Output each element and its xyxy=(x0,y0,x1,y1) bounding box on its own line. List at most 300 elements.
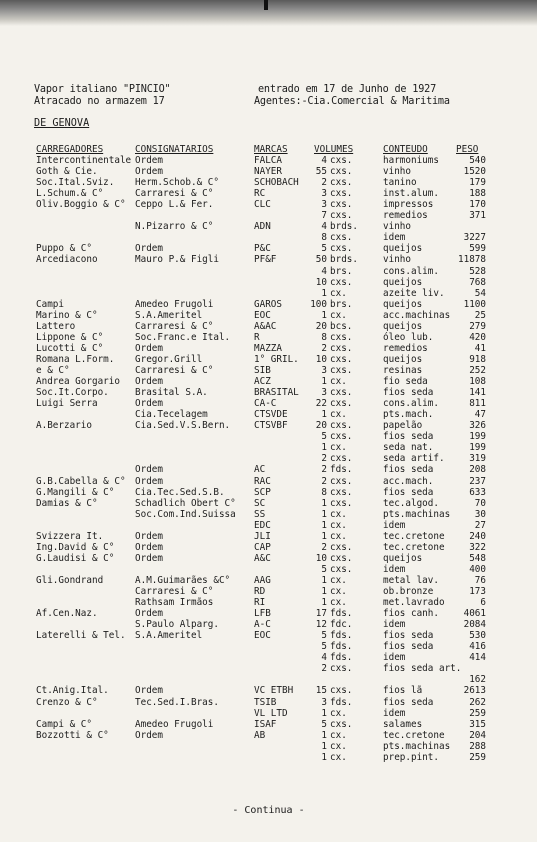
cell-volumes: 2 xyxy=(321,177,327,189)
table-row xyxy=(0,310,537,321)
cell-carregador: Af.Cen.Naz. xyxy=(36,608,98,619)
cell-marca: CA-C xyxy=(254,398,277,410)
cell-conteudo: tec.cretone xyxy=(383,530,445,542)
cell-embalagem: brs. xyxy=(330,298,353,310)
cell-volumes: 1 xyxy=(321,409,327,421)
cell-peso: 530 xyxy=(469,630,486,642)
cell-carregador: Gli.Gondrand xyxy=(36,574,104,586)
cell-carregador: Ct.Anig.Ital. xyxy=(36,685,109,697)
cell-marca: RC xyxy=(254,188,266,200)
cell-conteudo: queijos xyxy=(383,552,423,564)
cell-marca: P&C xyxy=(254,243,271,255)
continua-footer: - Continua - xyxy=(232,805,305,816)
cell-consignatario: Carraresi & C° xyxy=(135,320,214,332)
cell-volumes: 3 xyxy=(321,696,327,708)
table-row xyxy=(0,652,537,663)
table-row xyxy=(0,354,537,365)
cell-embalagem: cxs. xyxy=(330,276,353,288)
cell-marca: R xyxy=(254,331,260,343)
cell-marca: AC xyxy=(254,464,266,476)
cell-consignatario: Tec.Sed.I.Bras. xyxy=(135,696,219,708)
cell-consignatario: Gregor.Grill xyxy=(135,353,203,365)
cell-consignatario: Ordem xyxy=(135,155,163,166)
cell-carregador: Campi xyxy=(36,298,64,310)
cell-marca: VC ETBH xyxy=(254,685,294,697)
col-carregadores: CARREGADORES xyxy=(36,144,104,155)
cell-volumes: 2 xyxy=(321,342,327,354)
cell-volumes: 5 xyxy=(321,563,327,575)
cell-consignatario: Ordem xyxy=(135,475,163,487)
cell-marca: NAYER xyxy=(254,166,282,178)
cell-conteudo: idem xyxy=(383,232,406,244)
cell-conteudo: vinho xyxy=(383,254,411,266)
cell-volumes: 1 xyxy=(321,442,327,454)
cell-embalagem: cxs. xyxy=(330,718,353,730)
cell-embalagem: cx. xyxy=(330,508,347,520)
cell-consignatario: Schadlich Obert C° xyxy=(135,497,236,509)
cell-peso: 633 xyxy=(469,486,486,498)
cell-embalagem: cx. xyxy=(330,740,347,752)
table-row xyxy=(0,697,537,708)
table-row xyxy=(0,741,537,752)
cell-peso: 322 xyxy=(469,541,486,553)
cell-peso: 27 xyxy=(474,519,486,531)
cell-consignatario: Soc.Franc.e Ital. xyxy=(135,331,231,343)
cell-conteudo: queijos xyxy=(383,276,423,288)
cell-volumes: 5 xyxy=(321,243,327,255)
cell-volumes: 22 xyxy=(315,398,327,410)
cell-carregador: e & C° xyxy=(36,365,70,376)
cell-carregador: Oliv.Boggio & C° xyxy=(36,199,126,211)
cell-conteudo: fios seda xyxy=(383,387,434,399)
cell-marca: RD xyxy=(254,586,266,597)
table-row xyxy=(0,221,537,232)
cell-embalagem: cxs. xyxy=(330,497,353,509)
cell-peso: 25 xyxy=(474,309,486,321)
table-row xyxy=(0,431,537,442)
cell-marca: EOC xyxy=(254,309,271,321)
cell-marca: ISAF xyxy=(254,718,277,730)
cell-carregador: Crenzo & C° xyxy=(36,696,98,708)
cell-peso: 315 xyxy=(469,718,486,730)
cell-consignatario: Ordem xyxy=(135,685,163,697)
cell-volumes: 15 xyxy=(315,685,327,697)
cell-consignatario: Ordem xyxy=(135,729,163,741)
cell-volumes: 1 xyxy=(321,309,327,321)
cell-embalagem: cxs. xyxy=(330,155,353,166)
cell-peso: 76 xyxy=(474,574,486,586)
cell-volumes: 12 xyxy=(315,619,327,631)
cell-volumes: 1 xyxy=(321,586,327,597)
cell-conteudo: tanino xyxy=(383,177,417,189)
table-row xyxy=(0,210,537,221)
cell-volumes: 5 xyxy=(321,641,327,653)
cell-volumes: 1 xyxy=(321,597,327,608)
cell-consignatario: Ceppo L.& Fer. xyxy=(135,199,214,211)
cell-peso: 11878 xyxy=(458,254,486,266)
agents: Agentes:-Cia.Comercial & Maritima xyxy=(254,96,450,107)
table-row xyxy=(0,387,537,398)
cell-consignatario: Ordem xyxy=(135,464,163,476)
cell-peso: 326 xyxy=(469,420,486,432)
section-title: DE GENOVA xyxy=(34,118,90,129)
cell-embalagem: brs. xyxy=(330,265,353,277)
cell-peso: 918 xyxy=(469,353,486,365)
cell-volumes: 5 xyxy=(321,718,327,730)
cell-volumes: 2 xyxy=(321,453,327,465)
table-row xyxy=(0,663,537,674)
cell-volumes: 8 xyxy=(321,331,327,343)
cell-embalagem: cxs. xyxy=(330,552,353,564)
cell-peso: 170 xyxy=(469,199,486,211)
cell-consignatario: Soc.Com.Ind.Suissa xyxy=(135,508,236,520)
cell-marca: SC xyxy=(254,497,266,509)
table-row xyxy=(0,719,537,730)
cell-marca: TSIB xyxy=(254,696,277,708)
cell-conteudo: tec.algod. xyxy=(383,497,439,509)
cell-carregador: Svizzera It. xyxy=(36,530,104,542)
cell-consignatario: Ordem xyxy=(135,541,163,553)
cell-marca: CTSVBF xyxy=(254,420,288,432)
cell-embalagem: cxs. xyxy=(330,685,353,697)
table-row xyxy=(0,476,537,487)
cell-embalagem: fds. xyxy=(330,652,353,664)
cell-embalagem: cxs. xyxy=(330,420,353,432)
cell-volumes: 3 xyxy=(321,188,327,200)
col-marcas: MARCAS xyxy=(254,144,288,155)
table-row xyxy=(0,166,537,177)
cell-conteudo: salames xyxy=(383,718,423,730)
cell-marca: JLI xyxy=(254,530,271,542)
cell-embalagem: brds. xyxy=(330,221,358,233)
cell-embalagem: bcs. xyxy=(330,320,353,332)
table-row xyxy=(0,597,537,608)
arrival-date: entrado em 17 de Junho de 1927 xyxy=(258,84,437,95)
cell-embalagem: cx. xyxy=(330,574,347,586)
cell-embalagem: cxs. xyxy=(330,210,353,222)
cell-embalagem: cxs. xyxy=(330,232,353,244)
cell-peso: 237 xyxy=(469,475,486,487)
cell-conteudo: óleo lub. xyxy=(383,331,434,343)
table-row xyxy=(0,277,537,288)
table-row xyxy=(0,398,537,409)
cell-conteudo: queijos xyxy=(383,353,423,365)
table-row xyxy=(0,575,537,586)
cell-carregador: G.B.Cabella & C° xyxy=(36,475,126,487)
cell-peso: 2613 xyxy=(463,685,486,697)
cell-embalagem: fds. xyxy=(330,630,353,642)
cell-peso: 188 xyxy=(469,188,486,200)
cell-volumes: 10 xyxy=(315,353,327,365)
table-row xyxy=(0,453,537,464)
cell-carregador: Romana L.Form. xyxy=(36,353,115,365)
col-volumes: VOLUMES xyxy=(314,144,354,155)
cell-marca: 1° GRIL. xyxy=(254,353,299,365)
cell-consignatario: Ordem xyxy=(135,530,163,542)
cell-peso: 262 xyxy=(469,696,486,708)
cell-volumes: 1 xyxy=(321,740,327,752)
cell-peso: 768 xyxy=(469,276,486,288)
cell-consignatario: Cia.Tecelagem xyxy=(135,409,208,421)
cell-volumes: 1 xyxy=(321,497,327,509)
table-row xyxy=(0,420,537,431)
cell-conteudo: idem xyxy=(383,519,406,531)
cell-embalagem: fds. xyxy=(330,464,353,476)
cell-conteudo: vinho xyxy=(383,221,411,233)
table-row xyxy=(0,299,537,310)
cell-carregador: Bozzotti & C° xyxy=(36,729,109,741)
cell-conteudo: fios seda art. xyxy=(383,663,462,675)
cell-consignatario: Ordem xyxy=(135,243,163,255)
cell-carregador: Lattero xyxy=(36,320,76,332)
cell-embalagem: cxs. xyxy=(330,431,353,443)
cell-embalagem: cxs. xyxy=(330,342,353,354)
cell-embalagem: cxs. xyxy=(330,199,353,211)
cell-carregador: Laterelli & Tel. xyxy=(36,630,126,642)
cell-marca: ACZ xyxy=(254,376,271,387)
cell-volumes: 2 xyxy=(321,475,327,487)
cell-peso: 30 xyxy=(474,508,486,520)
cell-conteudo: cons.alim. xyxy=(383,265,439,277)
table-row xyxy=(0,232,537,243)
cell-volumes: 7 xyxy=(321,210,327,222)
cell-peso: 400 xyxy=(469,563,486,575)
cell-volumes: 1 xyxy=(321,751,327,763)
cell-marca: RI xyxy=(254,597,266,608)
ship-name: Vapor italiano "PINCIO" xyxy=(34,84,171,95)
cell-volumes: 1 xyxy=(321,519,327,531)
cell-volumes: 10 xyxy=(315,552,327,564)
cell-conteudo: acc.machinas xyxy=(383,309,451,321)
cell-carregador: Goth & Cie. xyxy=(36,166,98,178)
scan-mark xyxy=(264,0,268,10)
cell-marca: MAZZA xyxy=(254,342,282,354)
cell-volumes: 1 xyxy=(321,287,327,299)
cell-embalagem: cxs. xyxy=(330,475,353,487)
cell-peso: 279 xyxy=(469,320,486,332)
cell-conteudo: remedios xyxy=(383,210,428,222)
cell-volumes: 20 xyxy=(315,320,327,332)
cell-embalagem: cxs. xyxy=(330,353,353,365)
column-header-row xyxy=(0,144,537,155)
col-peso: PESO xyxy=(456,144,479,155)
cell-consignatario: Brasital S.A. xyxy=(135,387,208,399)
cell-peso: 259 xyxy=(469,707,486,719)
table-row xyxy=(0,542,537,553)
cell-peso: 199 xyxy=(469,431,486,443)
cell-marca: CTSVDE xyxy=(254,409,288,421)
cell-marca: AB xyxy=(254,729,266,741)
cell-volumes: 55 xyxy=(315,166,327,178)
cell-peso: 208 xyxy=(469,464,486,476)
cell-embalagem: fds. xyxy=(330,696,353,708)
table-row xyxy=(0,332,537,343)
cell-consignatario: A.M.Guimarães &C° xyxy=(135,574,231,586)
cell-conteudo: metal lav. xyxy=(383,574,439,586)
table-row xyxy=(0,564,537,575)
cell-conteudo: acc.mach. xyxy=(383,475,434,487)
table-row xyxy=(0,376,537,387)
cell-carregador: Lucotti & C° xyxy=(36,342,104,354)
table-row xyxy=(0,199,537,210)
cell-marca: A&AC xyxy=(254,320,277,332)
cell-peso: 599 xyxy=(469,243,486,255)
cell-consignatario: S.A.Ameritel xyxy=(135,630,203,642)
cell-consignatario: Ordem xyxy=(135,398,163,410)
cell-consignatario: Cia.Tec.Sed.S.B. xyxy=(135,486,225,498)
cell-conteudo: idem xyxy=(383,619,406,631)
cell-volumes: 1 xyxy=(321,707,327,719)
cell-embalagem: fds. xyxy=(330,608,353,619)
cell-peso: 47 xyxy=(474,409,486,421)
cell-conteudo: idem xyxy=(383,652,406,664)
cell-volumes: 1 xyxy=(321,376,327,387)
cell-volumes: 5 xyxy=(321,431,327,443)
table-row xyxy=(0,685,537,696)
cell-peso: 414 xyxy=(469,652,486,664)
cell-carregador: Damias & C° xyxy=(36,497,98,509)
cell-embalagem: cxs. xyxy=(330,243,353,255)
cell-marca: EDC xyxy=(254,519,271,531)
cell-conteudo: tec.cretone xyxy=(383,541,445,553)
cell-conteudo: fios seda xyxy=(383,696,434,708)
cell-peso: 41 xyxy=(474,342,486,354)
cell-embalagem: cx. xyxy=(330,409,347,421)
cell-conteudo: queijos xyxy=(383,320,423,332)
cell-embalagem: brds. xyxy=(330,254,358,266)
cell-peso: 252 xyxy=(469,365,486,376)
cell-peso: 540 xyxy=(469,155,486,166)
cell-volumes: 20 xyxy=(315,420,327,432)
cell-marca: CLC xyxy=(254,199,271,211)
table-row xyxy=(0,409,537,420)
cell-embalagem: cx. xyxy=(330,707,347,719)
cell-embalagem: fds. xyxy=(330,641,353,653)
cell-embalagem: cx. xyxy=(330,376,347,387)
cell-consignatario: Amedeo Frugoli xyxy=(135,298,214,310)
cell-marca: BRASITAL xyxy=(254,387,299,399)
cell-volumes: 50 xyxy=(315,254,327,266)
cell-conteudo: fios seda xyxy=(383,630,434,642)
cell-embalagem: cx. xyxy=(330,530,347,542)
cell-consignatario: Cia.Sed.V.S.Bern. xyxy=(135,420,231,432)
cell-marca: RAC xyxy=(254,475,271,487)
cell-carregador: G.Laudisi & C° xyxy=(36,552,115,564)
cell-volumes: 3 xyxy=(321,199,327,211)
cell-conteudo: ob.bronze xyxy=(383,586,434,597)
table-row xyxy=(0,442,537,453)
cell-peso: 3227 xyxy=(463,232,486,244)
cell-volumes: 1 xyxy=(321,508,327,520)
cell-volumes: 2 xyxy=(321,464,327,476)
cell-volumes: 1 xyxy=(321,530,327,542)
table-row xyxy=(0,243,537,254)
cell-peso: 1100 xyxy=(463,298,486,310)
cell-conteudo: tec.cretone xyxy=(383,729,445,741)
scan-top-edge xyxy=(0,0,537,26)
table-row xyxy=(0,188,537,199)
cell-embalagem: cxs. xyxy=(330,453,353,465)
cell-conteudo: pts.machinas xyxy=(383,740,451,752)
cell-conteudo: inst.alum. xyxy=(383,188,439,200)
cell-consignatario: Ordem xyxy=(135,376,163,387)
cell-embalagem: cxs. xyxy=(330,166,353,178)
cell-consignatario: Mauro P.& Figli xyxy=(135,254,219,266)
cell-conteudo: cons.alim. xyxy=(383,398,439,410)
table-row xyxy=(0,155,537,166)
table-row xyxy=(0,288,537,299)
cell-conteudo: fios seda xyxy=(383,464,434,476)
cell-peso: 141 xyxy=(469,387,486,399)
cell-conteudo: queijos xyxy=(383,243,423,255)
cell-marca: SS xyxy=(254,508,266,520)
cell-conteudo: pts.mach. xyxy=(383,409,434,421)
table-row xyxy=(0,365,537,376)
berth-info: Atracado no armazem 17 xyxy=(34,96,165,107)
cell-consignatario: Ordem xyxy=(135,608,163,619)
cell-conteudo: pts.machinas xyxy=(383,508,451,520)
cell-marca: A&C xyxy=(254,552,271,564)
cell-marca: CAP xyxy=(254,541,271,553)
cell-volumes: 8 xyxy=(321,486,327,498)
cell-conteudo: idem xyxy=(383,707,406,719)
cell-carregador: Campi & C° xyxy=(36,718,92,730)
cell-embalagem: cxs. xyxy=(330,177,353,189)
cell-peso: 288 xyxy=(469,740,486,752)
cell-volumes: 2 xyxy=(321,663,327,675)
table-row xyxy=(0,343,537,354)
cell-conteudo: papelão xyxy=(383,420,423,432)
cell-embalagem: cx. xyxy=(330,442,347,454)
cell-marca: LFB xyxy=(254,608,271,619)
cell-peso: 548 xyxy=(469,552,486,564)
cell-carregador: Arcediacono xyxy=(36,254,98,266)
cell-consignatario: Ordem xyxy=(135,166,163,178)
cell-carregador: Intercontinentale xyxy=(36,155,132,166)
cell-peso: 204 xyxy=(469,729,486,741)
cell-marca: EOC xyxy=(254,630,271,642)
cell-volumes: 4 xyxy=(321,652,327,664)
col-consignatarios: CONSIGNATARIOS xyxy=(135,144,214,155)
cell-peso: 179 xyxy=(469,177,486,189)
table-row xyxy=(0,708,537,719)
cell-embalagem: cx. xyxy=(330,597,347,608)
cell-conteudo: fios lã xyxy=(383,685,423,697)
cell-volumes: 10 xyxy=(315,276,327,288)
table-row xyxy=(0,630,537,641)
cell-carregador: Marino & C° xyxy=(36,309,98,321)
cell-carregador: L.Schum.& C° xyxy=(36,188,104,200)
cell-volumes: 1 xyxy=(321,574,327,586)
table-row xyxy=(0,487,537,498)
cell-consignatario: Ordem xyxy=(135,342,163,354)
cell-peso: 1520 xyxy=(463,166,486,178)
cell-consignatario: Carraresi & C° xyxy=(135,188,214,200)
cell-consignatario: Rathsam Irmãos xyxy=(135,597,214,608)
cell-embalagem: cxs. xyxy=(330,663,353,675)
cell-volumes: 5 xyxy=(321,630,327,642)
cell-embalagem: cxs. xyxy=(330,541,353,553)
cell-consignatario: Ordem xyxy=(135,552,163,564)
cell-peso: 2084 xyxy=(463,619,486,631)
cell-consignatario: S.Paulo Alparg. xyxy=(135,619,219,631)
cell-embalagem: cxs. xyxy=(330,398,353,410)
col-conteudo: CONTEUDO xyxy=(383,144,428,155)
cell-volumes: 4 xyxy=(321,155,327,166)
table-row xyxy=(0,498,537,509)
table-row xyxy=(0,464,537,475)
cell-consignatario: Carraresi & C° xyxy=(135,365,214,376)
